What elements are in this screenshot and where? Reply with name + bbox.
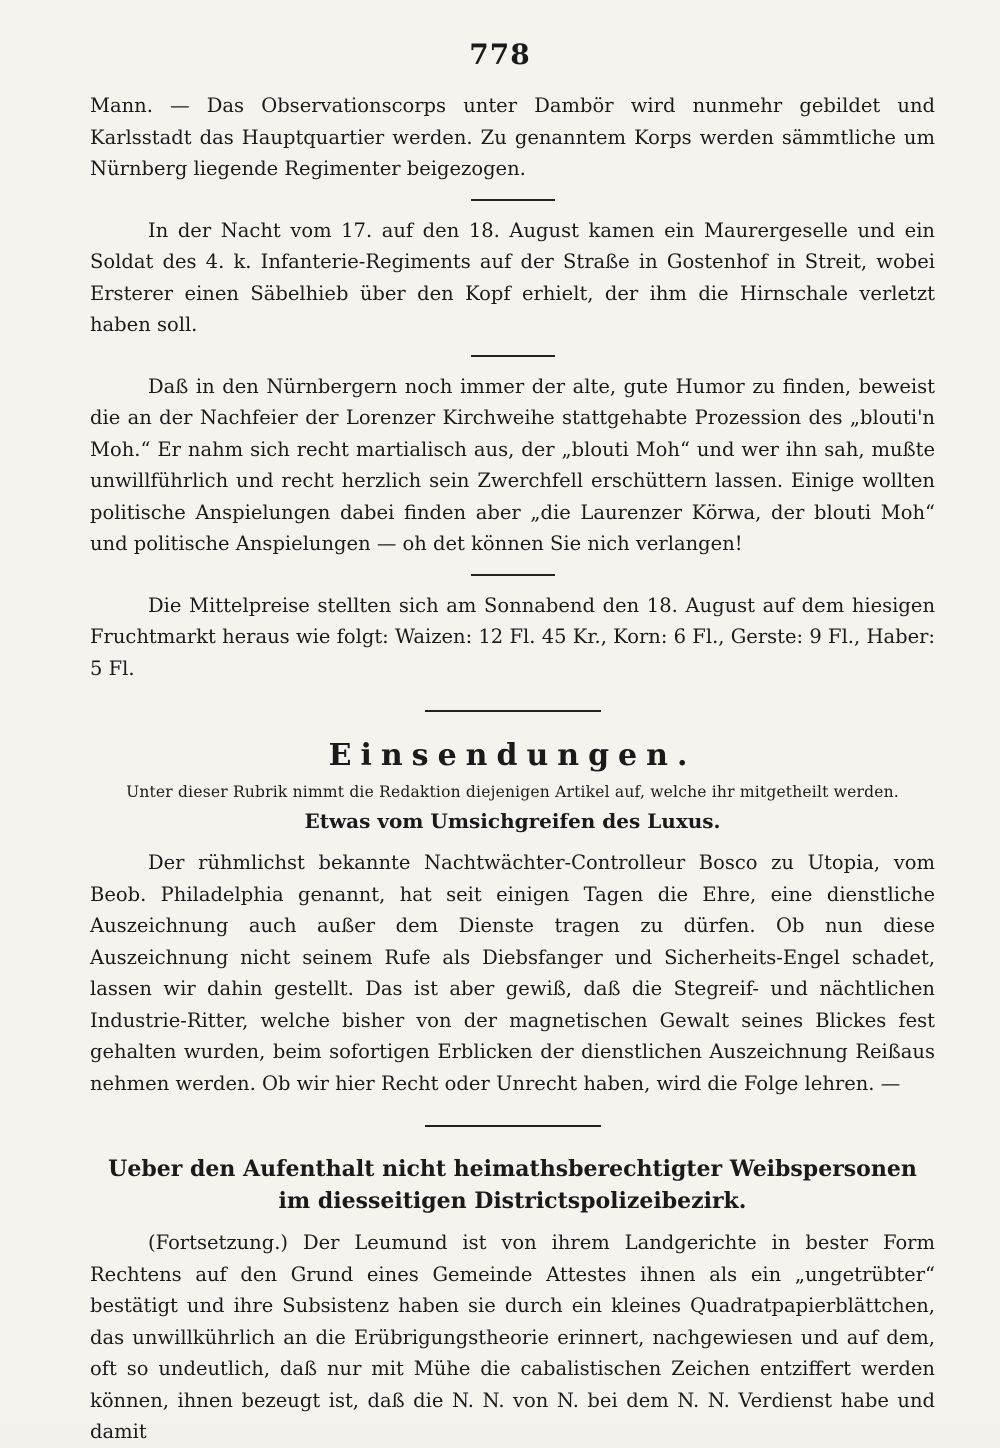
- section-divider-rule: [425, 710, 601, 712]
- news-paragraph-humor: Daß in den Nürnbergern noch immer der alte, gute Humor zu finden, beweist die an der Nachfeier der Lorenzer Kirchweihe stattgehabte Prozession des „blouti'n Moh.“ Er nahm sich recht martialisch aus, der „blouti Moh“ und wer ihn sah, mußte unwillführlich und recht herzlich sein Zwerchfell erschüttern lassen. Einige wollten politische Anspielungen dabei finden aber „die Laurenzer Körwa, der blouti Moh“ und politische Anspielungen — oh det können Sie nich verlangen!: [90, 374, 935, 555]
- news-paragraph-prices: Die Mittelpreise stellten sich am Sonnabend den 18. August auf dem hiesigen Fruchtmarkt heraus wie folgt: Waizen: 12 Fl. 45 Kr., Korn: 6 Fl., Gerste: 9 Fl., Haber: 5 Fl.: [90, 593, 935, 680]
- article-divider-rule: [425, 1125, 601, 1127]
- article-title-line-2: im diesseitigen Districtspolizeibezirk.: [278, 1188, 747, 1214]
- separator-rule: [471, 199, 555, 201]
- section-heading: Einsendungen.: [328, 738, 697, 773]
- article-title-luxus: Etwas vom Umsichgreifen des Luxus.: [304, 809, 721, 833]
- article-title-aufenthalt: [90, 1153, 935, 1217]
- separator-rule: [471, 574, 555, 576]
- article-body-luxus: Der rühmlichst bekannte Nachtwächter-Controlleur Bosco zu Utopia, vom Beob. Philadelphia genannt, hat seit einigen Tagen die Ehre, eine dienstliche Auszeichnung auch außer dem Dienste tragen zu dürfen. Ob nun diese Auszeichnung nicht seinem Rufe als Diebsfanger und Sicherheits-Engel schadet, lassen wir dahin gestellt. Das ist aber gewiß, daß die Stegreif- und nächtlichen Industrie-Ritter, welche bisher von der magnetischen Gewalt seines Blickes fest gehalten wurden, beim sofortigen Erblicken der dienstlichen Auszeichnung Reißaus nehmen werden. Ob wir hier Recht oder Unrecht haben, wird die Folge lehren. —: [90, 851, 935, 1095]
- page-content: [90, 90, 935, 1448]
- news-paragraph-streit: In der Nacht vom 17. auf den 18. August kamen ein Maurergeselle und ein Soldat des 4. k. Infanterie-Regiments auf der Straße in Gostenhof in Streit, wobei Ersterer einen Säbelhieb über den Kopf erhielt, der ihm die Hirnschale verletzt haben soll.: [90, 218, 935, 336]
- section-subheading: Unter dieser Rubrik nimmt die Redaktion diejenigen Artikel auf, welche ihr mitgetheilt werden.: [126, 783, 899, 801]
- page-number: 778: [469, 38, 531, 71]
- article-body-aufenthalt: (Fortsetzung.) Der Leumund ist von ihrem Landgerichte in bester Form Rechtens auf den Grund eines Gemeinde Attestes ihnen als ein „ungetrübter“ bestätigt und ihre Subsistenz haben sie durch ein kleines Quadratpapierblättchen, das unwillkührlich an die Erübrigungstheorie erinnert, nachgewiesen und auf dem, oft so undeutlich, daß nur mit Mühe die cabalistischen Zeichen entziffert werden können, ihnen bezeugt ist, daß die N. N. von N. bei dem N. N. Verdienst habe und damit: [90, 1231, 935, 1443]
- article-title-line-1: Ueber den Aufenthalt nicht heimathsberechtigter Weibspersonen: [108, 1156, 917, 1182]
- separator-rule: [471, 355, 555, 357]
- news-paragraph-corps: Mann. — Das Observationscorps unter Dambör wird nunmehr gebildet und Karlsstadt das Hauptquartier werden. Zu genanntem Korps werden sämmtliche um Nürnberg liegende Regimenter beigezogen.: [90, 94, 935, 180]
